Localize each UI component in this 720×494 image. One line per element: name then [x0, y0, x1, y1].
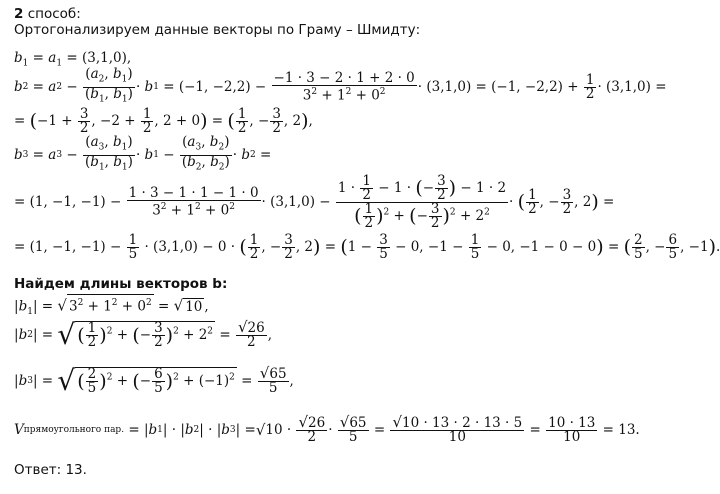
answer: Ответ: 13. — [14, 462, 87, 478]
formula-b3-result: = (1, −1, −1) − $\frac{1}{5}$ · (3,1,0) − 0 · ( $\frac{1}{2}$ , − $\frac{3}{2}$ , 2 ) = ( 1 − $\frac{3}{5}$ − 0, −1 − $\frac{1}{5}$ − 0, −1 − 0 − 0 ) = ( $\frac{2}{5}$ , − $\frac{6}{5}$ , −1 ) . — [14, 231, 720, 262]
orthogonalize-text: Ортогонализируем данные векторы по Граму – Шмидту: — [14, 22, 421, 38]
method-heading — [14, 6, 81, 22]
volume-formula: V прямоугольного пар. = | b 1 | · | b 2 | · | b 3 | = √ 10 · $\frac{√26}{2}$ · $\frac{√65}{5}$ = $\frac{√10 \cdot 13 \cdot 2 \cdot 13 \cdot 5}{10}$ = $\frac{10 \cdot 13}{10}$ = 13. — [14, 413, 640, 445]
method-number: 2 — [14, 6, 24, 22]
method-word: способ: — [27, 6, 81, 22]
length-b2: | b 2 | = √ ( $\frac{1}{2}$ )$^2$ + (− $\frac{3}{2}$ )$^2 + 2^2$ = $\frac{√26}{2}$ , — [14, 318, 272, 351]
lengths-heading: Найдем длины векторов b: — [14, 276, 228, 292]
formula-b2-cont: = ( −1 + $\frac{3}{2}$ , −2 + $\frac{1}{2}$ , 2 + 0 ) = ( $\frac{1}{2}$ , − $\frac{3}{2}$ , 2 ) , — [14, 105, 313, 136]
length-b3: | b 3 | = √ ( $\frac{2}{5}$ )$^2$ + (− $\frac{6}{5}$ )$^2 + (-1)^2$ = $\frac{√65}{5}$ , — [14, 364, 294, 397]
formula-b2: b 2 = a 2 − $\frac{(a_2, b_1)}{(b_1, b_1)}$ · b 1 = (−1, −2,2) − $\frac{-1 \cdot 3 - 2 \cdot 1 + 2 \cdot 0}{3^2 + 1^2 + 0^2}$ · (3,1,0) = (−1, −2,2) + $\frac{1}{2}$ · (3,1,0) = — [14, 65, 667, 105]
formula-b3: b 3 = a 3 − $\frac{(a_3, b_1)}{(b_1, b_1)}$ · b 1 − $\frac{(a_3, b_2)}{(b_2, b_2)}$ · b 2 = — [14, 133, 272, 173]
formula-b3-cont: = (1, −1, −1) − $\frac{1 \cdot 3 - 1 \cdot 1 - 1 \cdot 0}{3^2 + 1^2 + 0^2}$ · (3,1,0) − 1 · $\frac{1}{2}$ − 1 · (− $\frac{3}{2}$ ) − 1 · 2 ( $\frac{1}{2}$ )$^2$ + (− $\frac{3}{2}$ )$^2 + 2^2$ · ( $\frac{1}{2}$ , − $\frac{3}{2}$ , 2 ) = — [14, 172, 615, 231]
length-b1: $|b_1|$ = √ $3^2 + 1^2 + 0^2$ = √ 10 , — [14, 294, 209, 320]
formula-b1: $b_1 = a_1 = (3,1,0)$, — [14, 50, 132, 69]
